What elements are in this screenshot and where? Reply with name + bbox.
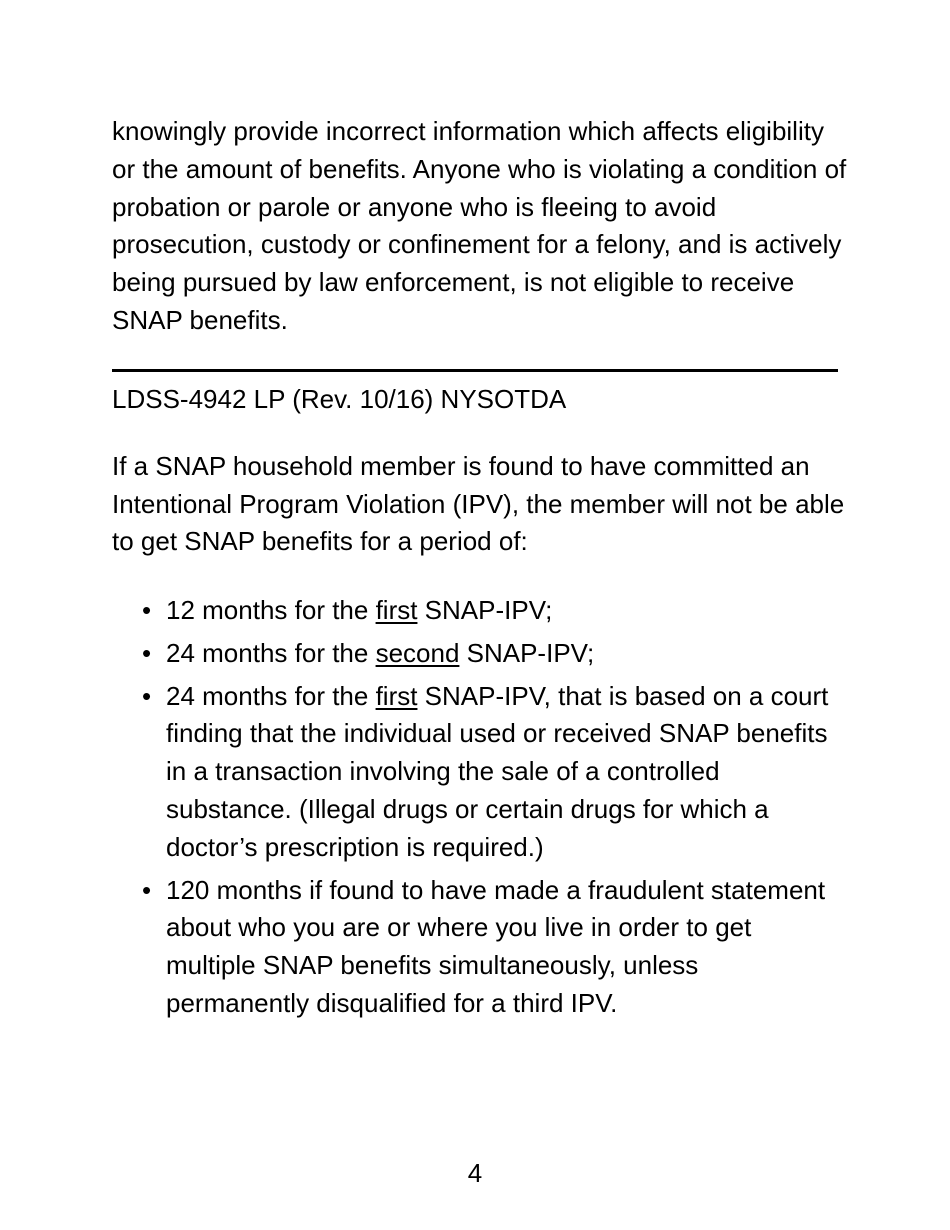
bullet-icon: • — [142, 874, 152, 905]
list-item-text-after: SNAP-IPV, that is based on a court finding that the individual used or received SNAP benefits in a transaction involving the sale of a controlled substance. (Illegal drugs or certain drugs for which a doctor’s prescription is required.) — [166, 680, 829, 862]
bullet-icon: • — [142, 595, 152, 625]
list-item-text-after: SNAP-IPV; — [459, 637, 595, 668]
list-item — [140, 635, 840, 673]
bullet-icon: • — [142, 680, 152, 711]
bullet-icon: • — [142, 637, 152, 668]
list-item-text: 120 months if found to have made a fraudulent statement about who you are or where you live in order to get multiple SNAP benefits simultaneously, unless permanently disqualified for a third IPV. — [166, 874, 826, 1018]
list-item — [140, 592, 840, 630]
ipv-paragraph: If a SNAP household member is found to have committed an Intentional Program Violation (IPV), the member will not be able to get SNAP benefits for a period of: — [112, 451, 845, 556]
form-identifier: LDSS-4942 LP (Rev. 10/16) NYSOTDA — [112, 384, 567, 414]
horizontal-divider — [112, 369, 838, 372]
underlined-word: first — [375, 595, 418, 625]
list-item — [140, 872, 840, 1023]
list-item-text-before: 24 months for the — [166, 637, 376, 668]
underlined-word: second — [375, 637, 460, 668]
ineligibility-paragraph: knowingly provide incorrect information which affects eligibility or the amount of benefits. Anyone who is violating a condition of probation or parole or anyone who is fleeing to avoid prosecution, custody or confinement for a felony, and is actively being pursued by law enforcement, is not eligible to receive SNAP benefits. — [112, 116, 847, 335]
disqualification-periods-list — [140, 592, 840, 1028]
list-item-text-before: 12 months for the — [166, 595, 376, 625]
underlined-word: first — [375, 680, 418, 711]
list-item-text-after: SNAP-IPV; — [417, 595, 553, 625]
page-number: 4 — [467, 1158, 483, 1188]
list-item — [140, 678, 840, 867]
list-item-text-before: 24 months for the — [166, 680, 376, 711]
